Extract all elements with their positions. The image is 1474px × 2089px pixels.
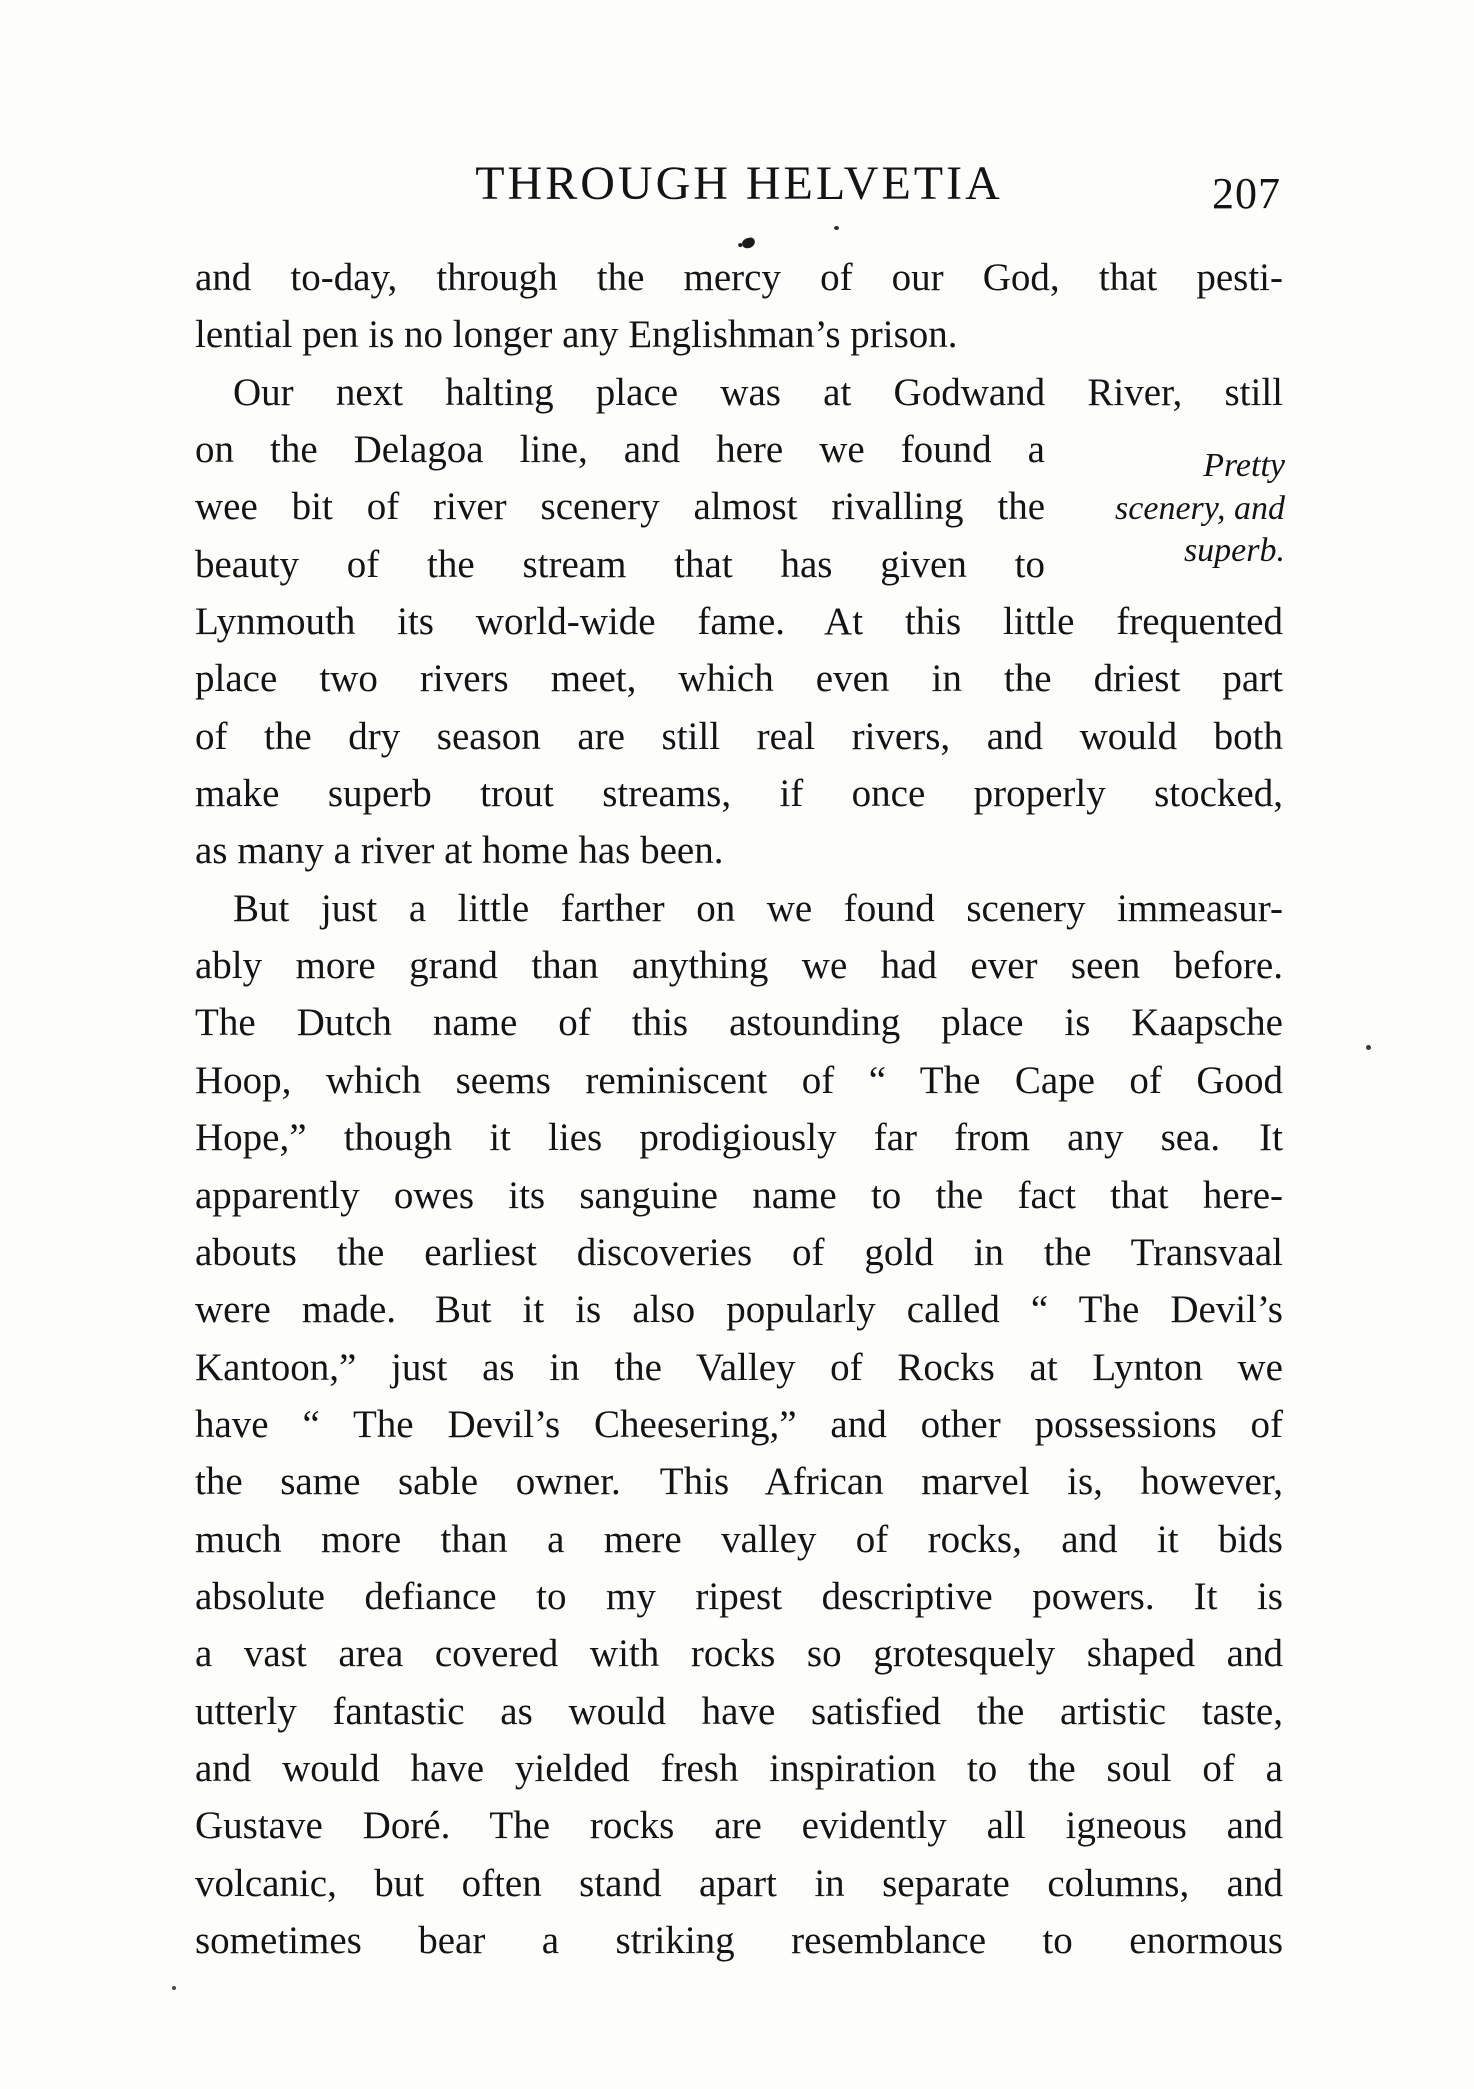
text-line: the same sable owner. This African marvel is, however, bbox=[195, 1460, 1283, 1504]
text-line: have “ The Devil’s Cheesering,” and other possessions of bbox=[195, 1402, 1283, 1446]
text-line: and would have yielded fresh inspiration to the soul of a bbox=[195, 1746, 1283, 1790]
margin-note bbox=[985, 445, 1285, 573]
ink-speck bbox=[172, 1986, 176, 1990]
margin-note-line: Pretty bbox=[1203, 447, 1285, 484]
text-line: Hoop, which seems reminiscent of “ The Cape of Good bbox=[195, 1058, 1283, 1102]
text-line: volcanic, but often stand apart in separate columns, and bbox=[195, 1861, 1283, 1905]
text-line: Our next halting place was at Godwand River, still bbox=[233, 370, 1283, 414]
page-header bbox=[195, 157, 1283, 218]
ink-speck bbox=[834, 226, 839, 230]
text-line: absolute defiance to my ripest descriptive powers. It is bbox=[195, 1574, 1283, 1618]
margin-note-line: superb. bbox=[1183, 532, 1285, 569]
text-line: were made. But it is also popularly called “ The Devil’s bbox=[195, 1288, 1283, 1332]
text-line: But just a little farther on we found scenery immeasur- bbox=[233, 886, 1283, 930]
text-line: sometimes bear a striking resemblance to enormous bbox=[195, 1918, 1283, 1962]
text-line: as many a river at home has been. bbox=[195, 829, 724, 873]
ink-speck bbox=[1366, 1045, 1371, 1050]
text-line: utterly fantastic as would have satisfied the artistic taste, bbox=[195, 1689, 1283, 1733]
text-line: Kantoon,” just as in the Valley of Rocks at Lynton we bbox=[195, 1345, 1283, 1389]
running-title: THROUGH HELVETIA bbox=[475, 157, 1003, 210]
text-line: on the Delagoa line, and here we found a bbox=[195, 428, 1045, 472]
text-line: a vast area covered with rocks so grotesquely shaped and bbox=[195, 1632, 1283, 1676]
text-line: wee bit of river scenery almost rivalling the bbox=[195, 485, 1045, 529]
text-line: and to-day, through the mercy of our God, that pesti- bbox=[195, 256, 1283, 299]
ink-spot bbox=[741, 237, 756, 250]
text-line: Lynmouth its world-wide fame. At this little frequented bbox=[195, 600, 1283, 644]
text-line: apparently owes its sanguine name to the fact that here- bbox=[195, 1173, 1283, 1217]
text-line: Hope,” though it lies prodigiously far from any sea. It bbox=[195, 1116, 1283, 1160]
text-line: much more than a mere valley of rocks, and it bids bbox=[195, 1517, 1283, 1561]
text-line: abouts the earliest discoveries of gold in the Transvaal bbox=[195, 1230, 1283, 1274]
text-line: The Dutch name of this astounding place is Kaapsche bbox=[195, 1001, 1283, 1045]
text-line: place two rivers meet, which even in the driest part bbox=[195, 657, 1283, 701]
text-line: ably more grand than anything we had ever seen before. bbox=[195, 944, 1283, 988]
margin-note-line: scenery, and bbox=[1115, 489, 1285, 527]
text-line: Gustave Doré. The rocks are evidently all igneous and bbox=[195, 1804, 1283, 1848]
text-line: make superb trout streams, if once properly stocked, bbox=[195, 772, 1283, 816]
text-line: lential pen is no longer any Englishman’s prison. bbox=[195, 313, 958, 357]
page-number: 207 bbox=[1212, 169, 1281, 218]
text-line: beauty of the stream that has given to bbox=[195, 542, 1045, 586]
text-line: of the dry season are still real rivers, and would both bbox=[195, 714, 1283, 758]
